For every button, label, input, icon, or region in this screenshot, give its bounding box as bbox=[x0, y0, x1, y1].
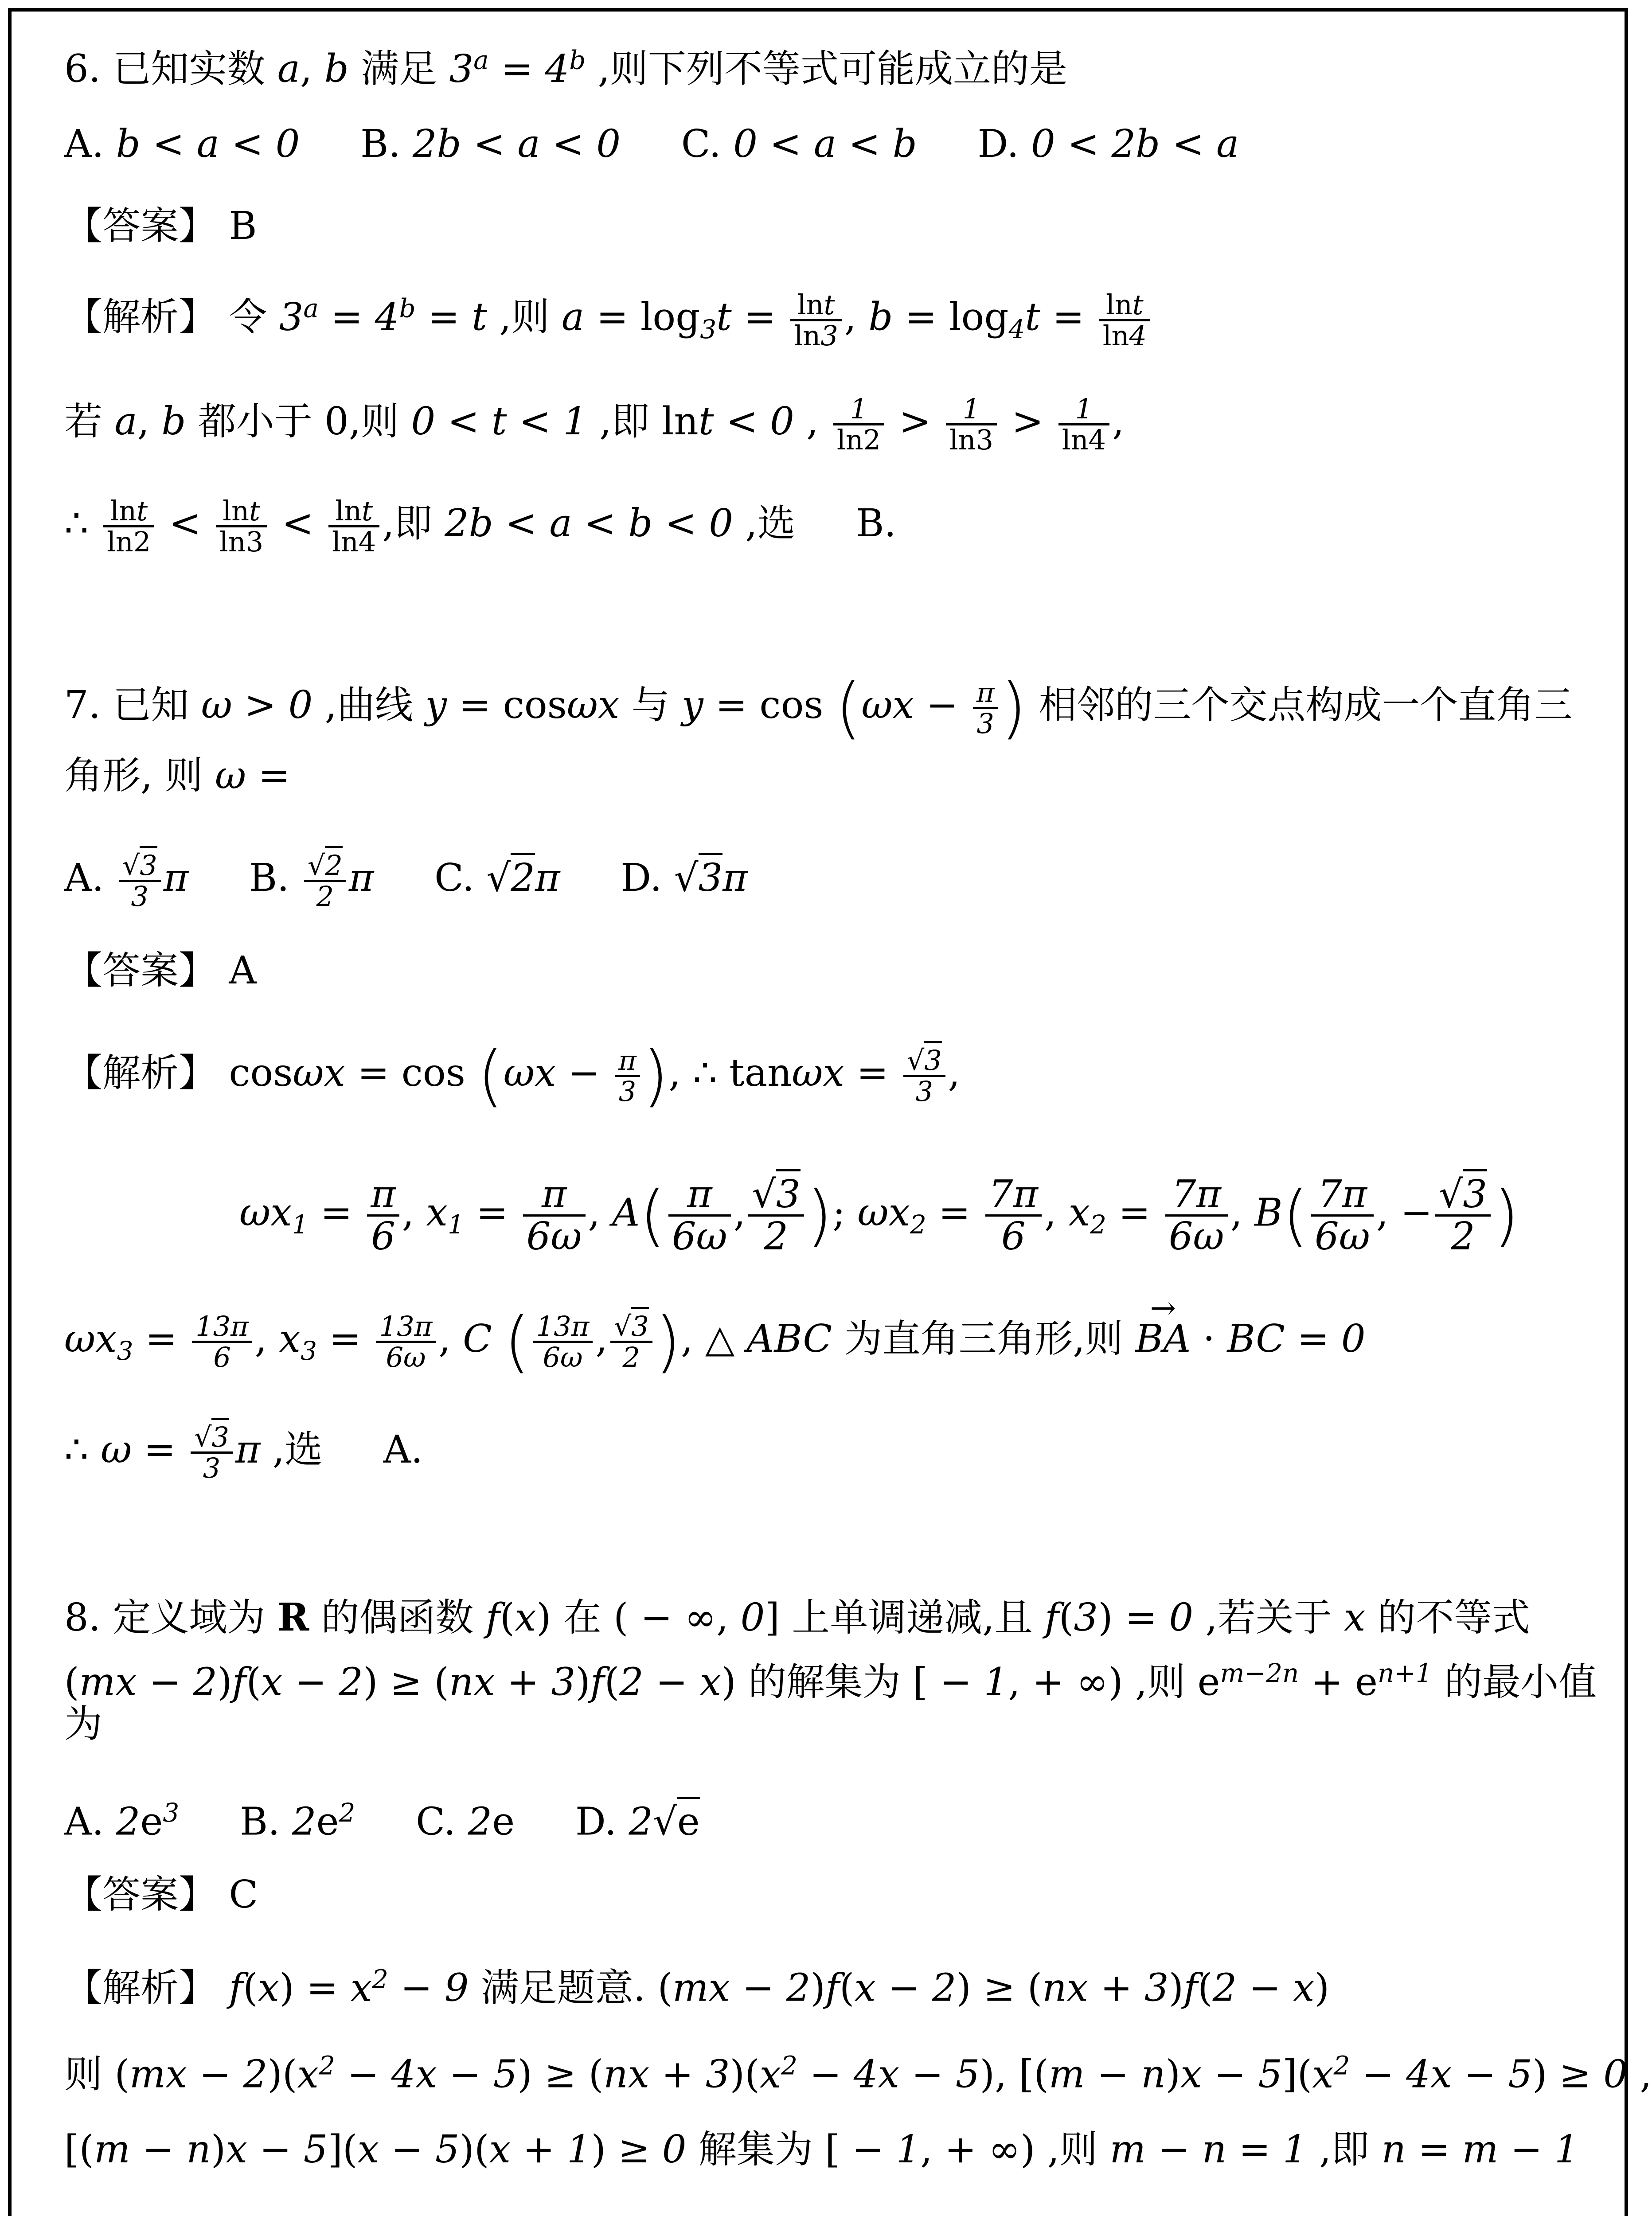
q8-stem-1: 8. 定义域为 R 的偶函数 f(x) 在 ( − ∞, 0] 上单调递减,且 f(3) = 0 ,若关于 x 的不等式 bbox=[64, 1595, 1530, 1640]
q7-stem-2: 角形, 则 ω = bbox=[64, 753, 290, 798]
q7-analysis-3: $\omega x_3$ = $\frac{13\pi}{6}$ , $x_3$ = $\frac{13\pi}{6\omega}$ , C ( $\frac{13\pi}{6\omega}$ , $\frac{√3}{2}$ ), △ ABC 为直角三角形,则 → BA · BC = 0 bbox=[64, 1312, 1366, 1375]
q6-analysis-1: 【解析】 令 $3^a = 4^b = t$ ,则 $a = \log_3t$ = $\frac{\ln t}{\ln 3}$ , $b = \log_4t$ = $\frac{\ln t}{\ln 4}$ bbox=[64, 284, 1153, 354]
q8-answer-value: C bbox=[229, 1873, 258, 1917]
q6-answer-value: B bbox=[229, 204, 257, 248]
q7-answer bbox=[64, 946, 256, 995]
q6-options: A. b < a < 0 B. 2b < a < 0 C. 0 < a < b D. 0 < 2b < a bbox=[64, 122, 1239, 166]
q8-answer bbox=[64, 1870, 258, 1919]
q7-analysis-4: ∴ ω = $\frac{√3}{3}$ π ,选 A. bbox=[64, 1423, 423, 1483]
q7-answer-label: 【答案】 bbox=[64, 948, 217, 993]
q8-answer-label: 【答案】 bbox=[64, 1873, 217, 1917]
q7-options: A. $\frac{√3}{3}$ π B. $\frac{√2}{2}$ π C. √2π D. √3π bbox=[64, 851, 748, 911]
q8-analysis-1: 【解析】 $f(x) = x^2 - 9$ 满足题意. (mx − 2)f(x − 2) ≥ (nx + 3)f(2 − x) bbox=[64, 1964, 1330, 2010]
q7-analysis-1: 【解析】 cosωx = cos (ωx − $\frac{\pi}{3}$ ), ∴ tanωx = $\frac{√3}{3}$ , bbox=[64, 1037, 961, 1115]
q7-analysis-label: 【解析】 bbox=[64, 1051, 217, 1096]
q8-analysis-3: [(m − n)x − 5](x − 5)(x + 1) ≥ 0 解集为 [ − 1, + ∞) ,则 m − n = 1 ,即 n = m − 1 bbox=[64, 2127, 1579, 2172]
q7-stem-1: 7. 已知 ω > 0 ,曲线 y = cosωx 与 y = cos (ωx − $\frac{\pi}{3}$ ) 相邻的三个交点构成一个直角三 bbox=[64, 669, 1573, 747]
q6-analysis-label: 【解析】 bbox=[64, 295, 217, 339]
q6-analysis-3: ∴ $\frac{\ln t}{\ln 2}$ < $\frac{\ln t}{\ln 3}$ < $\frac{\ln t}{\ln 4}$ ,即 2b < a < b < 0 ,选 B. bbox=[64, 495, 896, 558]
q7-answer-value: A bbox=[229, 948, 257, 993]
q6-answer-label: 【答案】 bbox=[64, 204, 217, 248]
q8-analysis-2: 则 $(mx - 2)(x^2 - 4x - 5) \ge (nx + 3)(x^2 - 4x - 5)$, $[(m - n)x - 5](x^2 - 4x - 5) \ge 0$ , bbox=[64, 2050, 1652, 2097]
q8-analysis-4 bbox=[64, 2212, 1415, 2216]
q8-analysis-label: 【解析】 bbox=[64, 1966, 217, 2010]
q8-stem-2: (mx − 2)f(x − 2) ≥ (nx + 3)f(2 − x) 的解集为 [ − 1, + ∞) ,则 $e^{m-2n} + e^{n+1}$ 的最小值 bbox=[64, 1658, 1597, 1705]
q6-answer bbox=[64, 202, 257, 250]
q6-stem: 6. 已知实数 a, b 满足 $3^a = 4^b$ ,则下列不等式可能成立的是 bbox=[64, 45, 1068, 91]
q7-analysis-2: $\omega x_1$ = $\frac{\pi}{6}$ , $x_1$ = $\frac{\pi}{6\omega}$ , A( $\frac{\pi}{6\omega}$ , $\frac{√3}{2}$ ); $\omega x_2$ = $\frac{7\pi}{6}$ , $x_2$ = $\frac{7\pi}{6\omega}$ , B( $\frac{7\pi}{6\omega}$ , − $\frac{√3}{2}$ ) bbox=[239, 1174, 1519, 1257]
q8-options: A. $2e^3$ B. $2e^2$ C. 2e D. 2√e bbox=[64, 1788, 700, 1846]
q8-stem-3: 为 bbox=[64, 1702, 102, 1746]
q6-analysis-2: 若 a, b 都小于 0,则 0 < t < 1 ,即 lnt < 0 , $\frac{1}{\ln 2}$ > $\frac{1}{\ln 3}$ > $\frac{1}{\ln 4}$ , bbox=[64, 393, 1125, 456]
